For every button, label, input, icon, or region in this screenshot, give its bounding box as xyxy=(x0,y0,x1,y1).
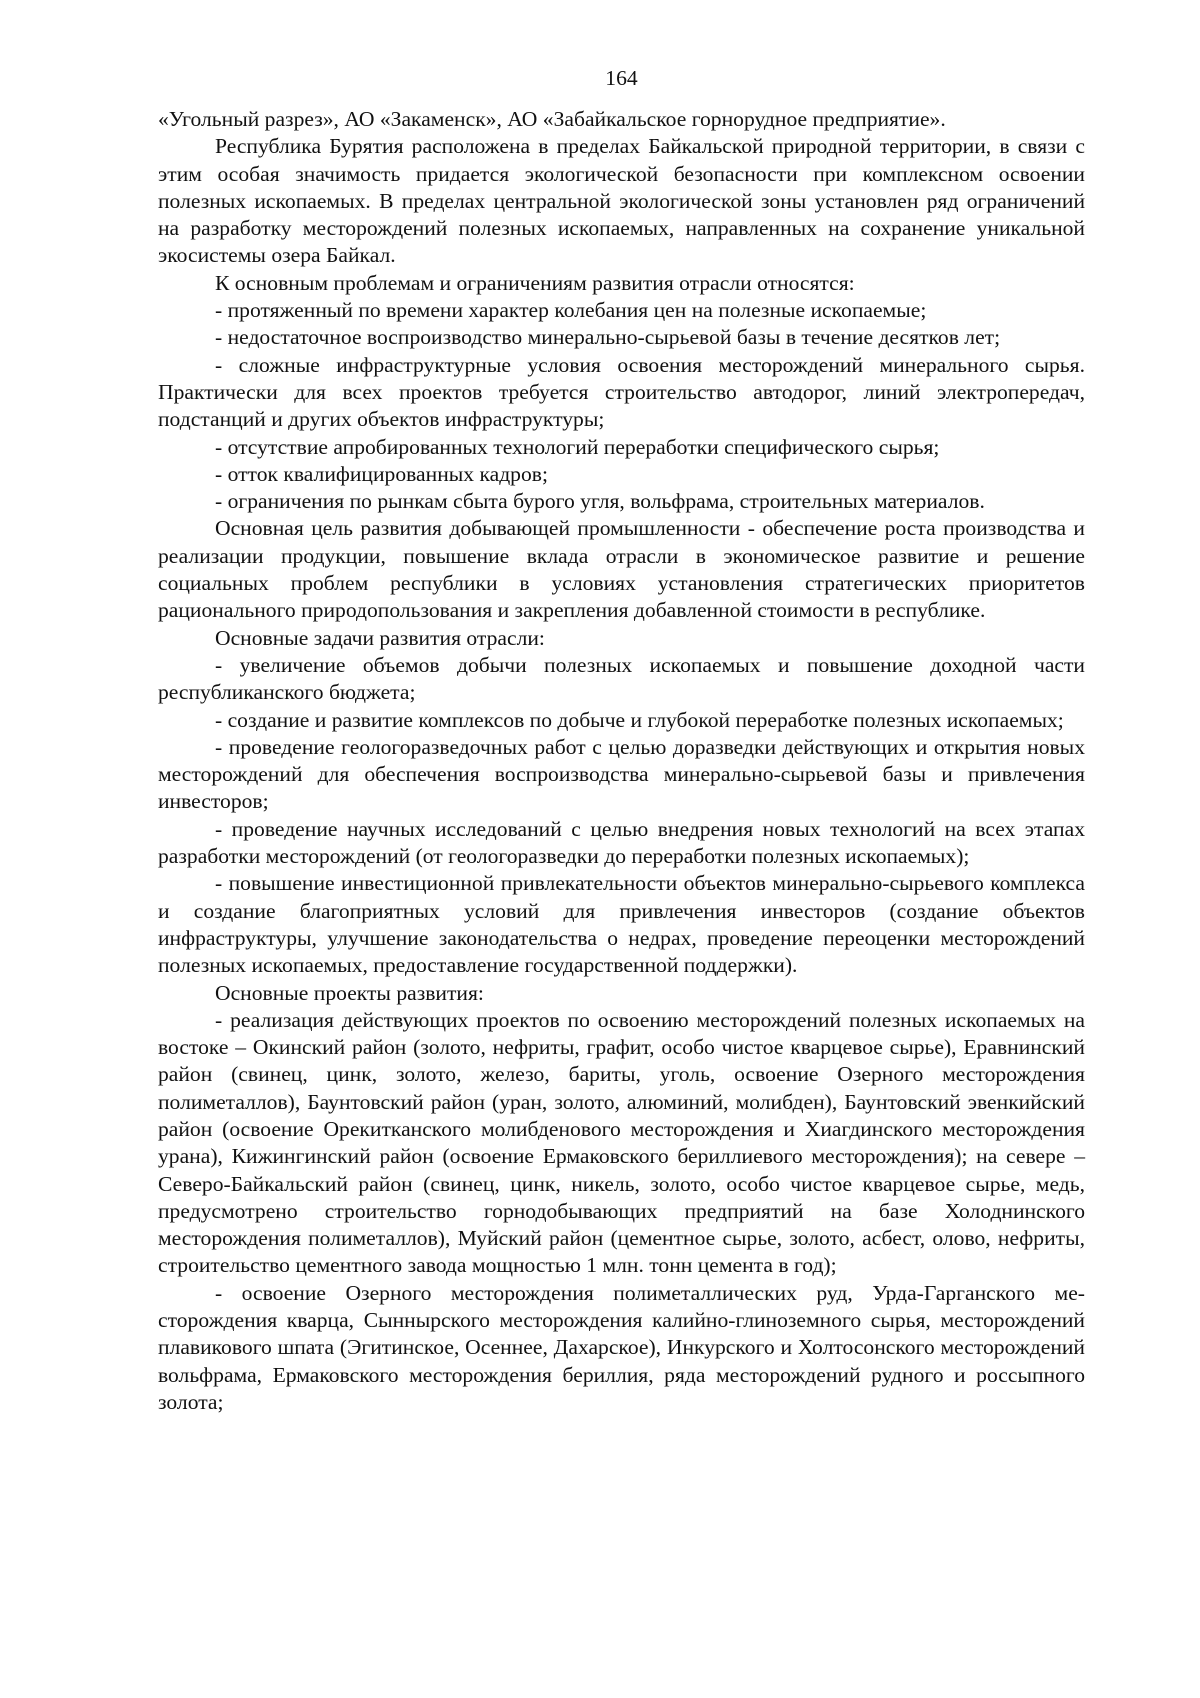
list-item: - отсутствие апробированных технологий переработки специфического сырья; xyxy=(215,434,940,459)
paragraph: Основные проекты развития: xyxy=(215,980,484,1005)
document-page xyxy=(158,66,1085,1416)
list-item: - повышение инвестиционной привлекательности объектов минерально-сырьевого комплекса и создание благоприятных условий для привлечения инвесторов (создание объектов инфраструктуры, улучшение законодательства о недрах, проведение переоценки месторождений полезных ископаемых, предоставление государственной поддержки). xyxy=(158,871,1085,978)
paragraph: Основные задачи развития отрасли: xyxy=(215,625,545,650)
list-item: - увеличение объемов добычи полезных ископаемых и повышение доходной части республиканского бюджета; xyxy=(158,652,1085,705)
paragraph: Основная цель развития добывающей промышленности - обеспечение роста производства и реализации продукции, повышение вклада отрасли в экономическое развитие и решение социальных проблем республики в условиях установления стратегических приоритетов рационального природопользования и закрепления добавленной стоимости в республике. xyxy=(158,516,1085,623)
list-item: - ограничения по рынкам сбыта бурого угля, вольфрама, строительных материалов. xyxy=(215,489,985,514)
list-item: - создание и развитие комплексов по добыче и глубокой переработке полезных ископаемых; xyxy=(215,707,1064,732)
list-item: - реализация действующих проектов по освоению месторождений полезных ископаемых на востоке – Окинский район (золото, нефриты, графит, особо чистое кварцевое сырье), Еравнинский район (свинец, цинк, золото, железо, бариты, уголь, освоение Озерного месторождения полиметаллов), Баунтовский район (уран, золото, алюминий, молибден), Баунтовский эвенкийский район (освоение Орекитканского молибденового месторождения и Хиагдинского месторождения урана), Кижингинский район (освоение Ермаковского бериллиевого месторождения); на севере – Северо-Байкальский район (свинец, цинк, никель, золото, особо чистое кварцевое сырье, медь, предусмотрено строительство горнодобывающих предприятий на базе Холоднинского месторождения полиметаллов), Муйский район (цементное сырье, золото, асбест, олово, нефриты, строительство цементного завода мощностью 1 млн. тонн цемента в год); xyxy=(158,1007,1085,1278)
paragraph: Республика Бурятия расположена в пределах Байкальской природной территории, в связи с этим особая значимость придается экологической безопасности при комплексном освоении полезных ископаемых. В пределах центральной экологической зоны установлен ряд ограничений на разработку месторождений полезных ископаемых, направленных на сохранение уникальной экосистемы озера Байкал. xyxy=(158,134,1085,268)
list-item: - сложные инфраструктурные условия освоения месторождений минерального сырья. Практически для всех проектов требуется строительство автодорог, линий электропередач, подстанций и других объектов инфраструктуры; xyxy=(158,352,1085,432)
list-item: - проведение научных исследований с целью внедрения новых технологий на всех этапах разработки месторождений (от геологоразведки до переработки полезных ископаемых); xyxy=(158,816,1085,869)
list-item: - протяженный по времени характер колебания цен на полезные ископаемые; xyxy=(215,298,927,323)
list-item: - отток квалифицированных кадров; xyxy=(215,461,548,486)
list-item: - недостаточное воспроизводство минерально-сырьевой базы в течение десятков лет; xyxy=(215,325,1001,350)
list-item: - освоение Озерного месторождения полиметаллических руд, Урда-Гарганского месторождения кварца, Сыннырского месторождения калийно-глиноземного сырья, месторождений плавикового шпата (Эгитинское, Осеннее, Дахарское), Инкурского и Холтосонского месторождений вольфрама, Ермаковского месторождения бериллия, ряда месторождений рудного и россыпного золота; xyxy=(158,1280,1085,1414)
page-number: 164 xyxy=(605,66,638,90)
paragraph: К основным проблемам и ограничениям развития отрасли относятся: xyxy=(215,270,855,295)
list-item: - проведение геологоразведочных работ с целью доразведки действующих и открытия новых месторождений для обеспечения воспроизводства минерально-сырьевой базы и привлечения инвесторов; xyxy=(158,734,1085,814)
paragraph: «Угольный разрез», АО «Закаменск», АО «Забайкальское горнорудное предприятие». xyxy=(158,107,946,131)
